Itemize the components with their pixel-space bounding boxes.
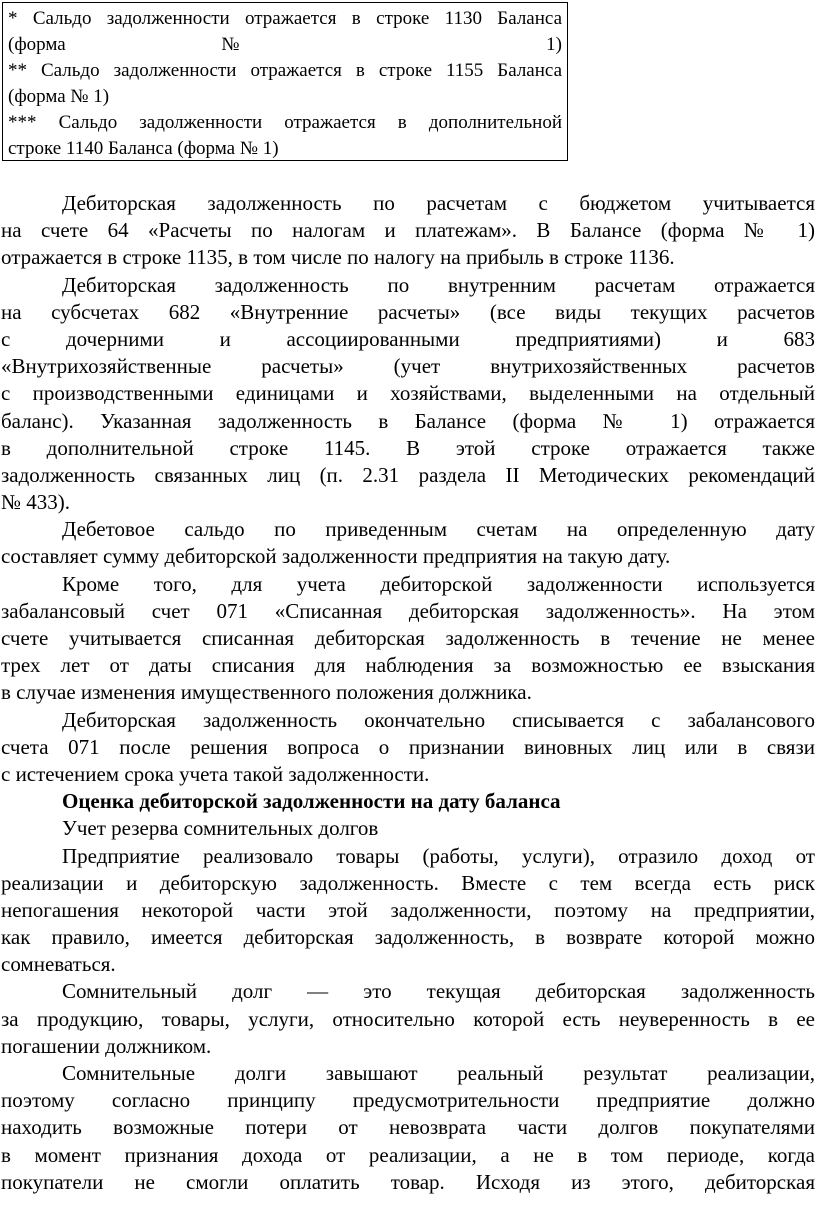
- footnotes-box: [2, 2, 568, 161]
- paragraph-line: погашении должником.: [1, 1033, 212, 1058]
- paragraph-line: на субсчетах 682 «Внутренние расчеты» (все виды текущих расчетов: [1, 299, 815, 324]
- paragraph-line: баланс). Указанная задолженность в Балансе (форма № 1) отражается: [1, 408, 815, 433]
- paragraph-line: отражается в строке 1135, в том числе по налогу на прибыль в строке 1136.: [1, 245, 675, 270]
- paragraph-line: с истечением срока учета такой задолженности.: [1, 761, 430, 786]
- paragraph-line: Сомнительный долг — это текущая дебиторская задолженность: [62, 979, 815, 1004]
- footnote-line: (форма № 1): [8, 34, 562, 55]
- paragraph-line: счета 071 после решения вопроса о признании виновных лиц или в связи: [1, 734, 815, 759]
- paragraph-line: задолженность связанных лиц (п. 2.31 раздела II Методических рекомендаций: [1, 462, 815, 487]
- footnote-line: *** Сальдо задолженности отражается в дополнительной: [8, 112, 562, 133]
- paragraph-line: в момент признания дохода от реализации, а не в том периоде, когда: [1, 1142, 815, 1167]
- paragraph-line: находить возможные потери от невозврата части долгов покупателями: [1, 1115, 815, 1140]
- paragraph-line: трех лет от даты списания для наблюдения за возможностью ее взыскания: [1, 653, 815, 678]
- footnote-line: ** Сальдо задолженности отражается в строке 1155 Баланса: [8, 60, 562, 81]
- paragraph-line: Дебетовое сальдо по приведенным счетам на определенную дату: [62, 517, 815, 542]
- paragraph-line: реализации и дебиторскую задолженность. Вместе с тем всегда есть риск: [1, 870, 815, 895]
- paragraph-line: с дочерними и ассоциированными предприятиями) и 683: [1, 326, 815, 351]
- paragraph-line: счете учитывается списанная дебиторская задолженность в течение не менее: [1, 626, 815, 650]
- paragraph-line: в дополнительной строке 1145. В этой строке отражается также: [1, 435, 815, 460]
- paragraph-line: Дебиторская задолженность по внутренним расчетам отражается: [62, 272, 815, 297]
- paragraph-line: № 433).: [1, 490, 71, 515]
- paragraph-line: Сомнительные долги завышают реальный результат реализации,: [62, 1061, 815, 1085]
- paragraph-line: «Внутрихозяйственные расчеты» (учет внутрихозяйственных расчетов: [1, 354, 815, 379]
- paragraph-line: с производственными единицами и хозяйствами, выделенными на отдельный: [1, 381, 815, 406]
- paragraph-line: в случае изменения имущественного положения должника.: [1, 680, 532, 705]
- paragraph-line: как правило, имеется дебиторская задолженность, в возврате которой можно: [1, 925, 815, 950]
- paragraph-line: Кроме того, для учета дебиторской задолженности используется: [62, 571, 815, 596]
- paragraph-line: поэтому согласно принципу предусмотрительности предприятие должно: [1, 1088, 815, 1113]
- document-body: [1, 190, 815, 1196]
- paragraph-line: Дебиторская задолженность по расчетам с бюджетом учитывается: [62, 191, 815, 215]
- paragraph-line: сомневаться.: [1, 952, 116, 977]
- paragraph-line: за продукцию, товары, услуги, относительно которой есть неуверенность в ее: [1, 1006, 815, 1031]
- paragraph-line: Дебиторская задолженность окончательно списывается с забалансового: [62, 707, 815, 732]
- paragraph-line: составляет сумму дебиторской задолженности предприятия на такую дату.: [1, 544, 671, 569]
- footnote-line: (форма № 1): [8, 86, 110, 107]
- subsection-heading: Учет резерва сомнительных долгов: [62, 816, 379, 841]
- paragraph-line: Предприятие реализовало товары (работы, услуги), отразило доход от: [62, 843, 815, 868]
- footnote-line: * Сальдо задолженности отражается в строке 1130 Баланса: [8, 8, 562, 29]
- footnote-line: строке 1140 Баланса (форма № 1): [8, 138, 279, 159]
- paragraph-line: непогашения некоторой части этой задолженности, поэтому на предприятии,: [1, 897, 815, 922]
- paragraph-line: забалансовый счет 071 «Списанная дебиторская задолженность». На этом: [1, 598, 815, 623]
- section-heading: Оценка дебиторской задолженности на дату баланса: [62, 789, 561, 814]
- paragraph-line: на счете 64 «Расчеты по налогам и платежам». В Балансе (форма № 1): [1, 218, 815, 243]
- paragraph-line: покупатели не смогли оплатить товар. Исходя из этого, дебиторская: [1, 1169, 815, 1194]
